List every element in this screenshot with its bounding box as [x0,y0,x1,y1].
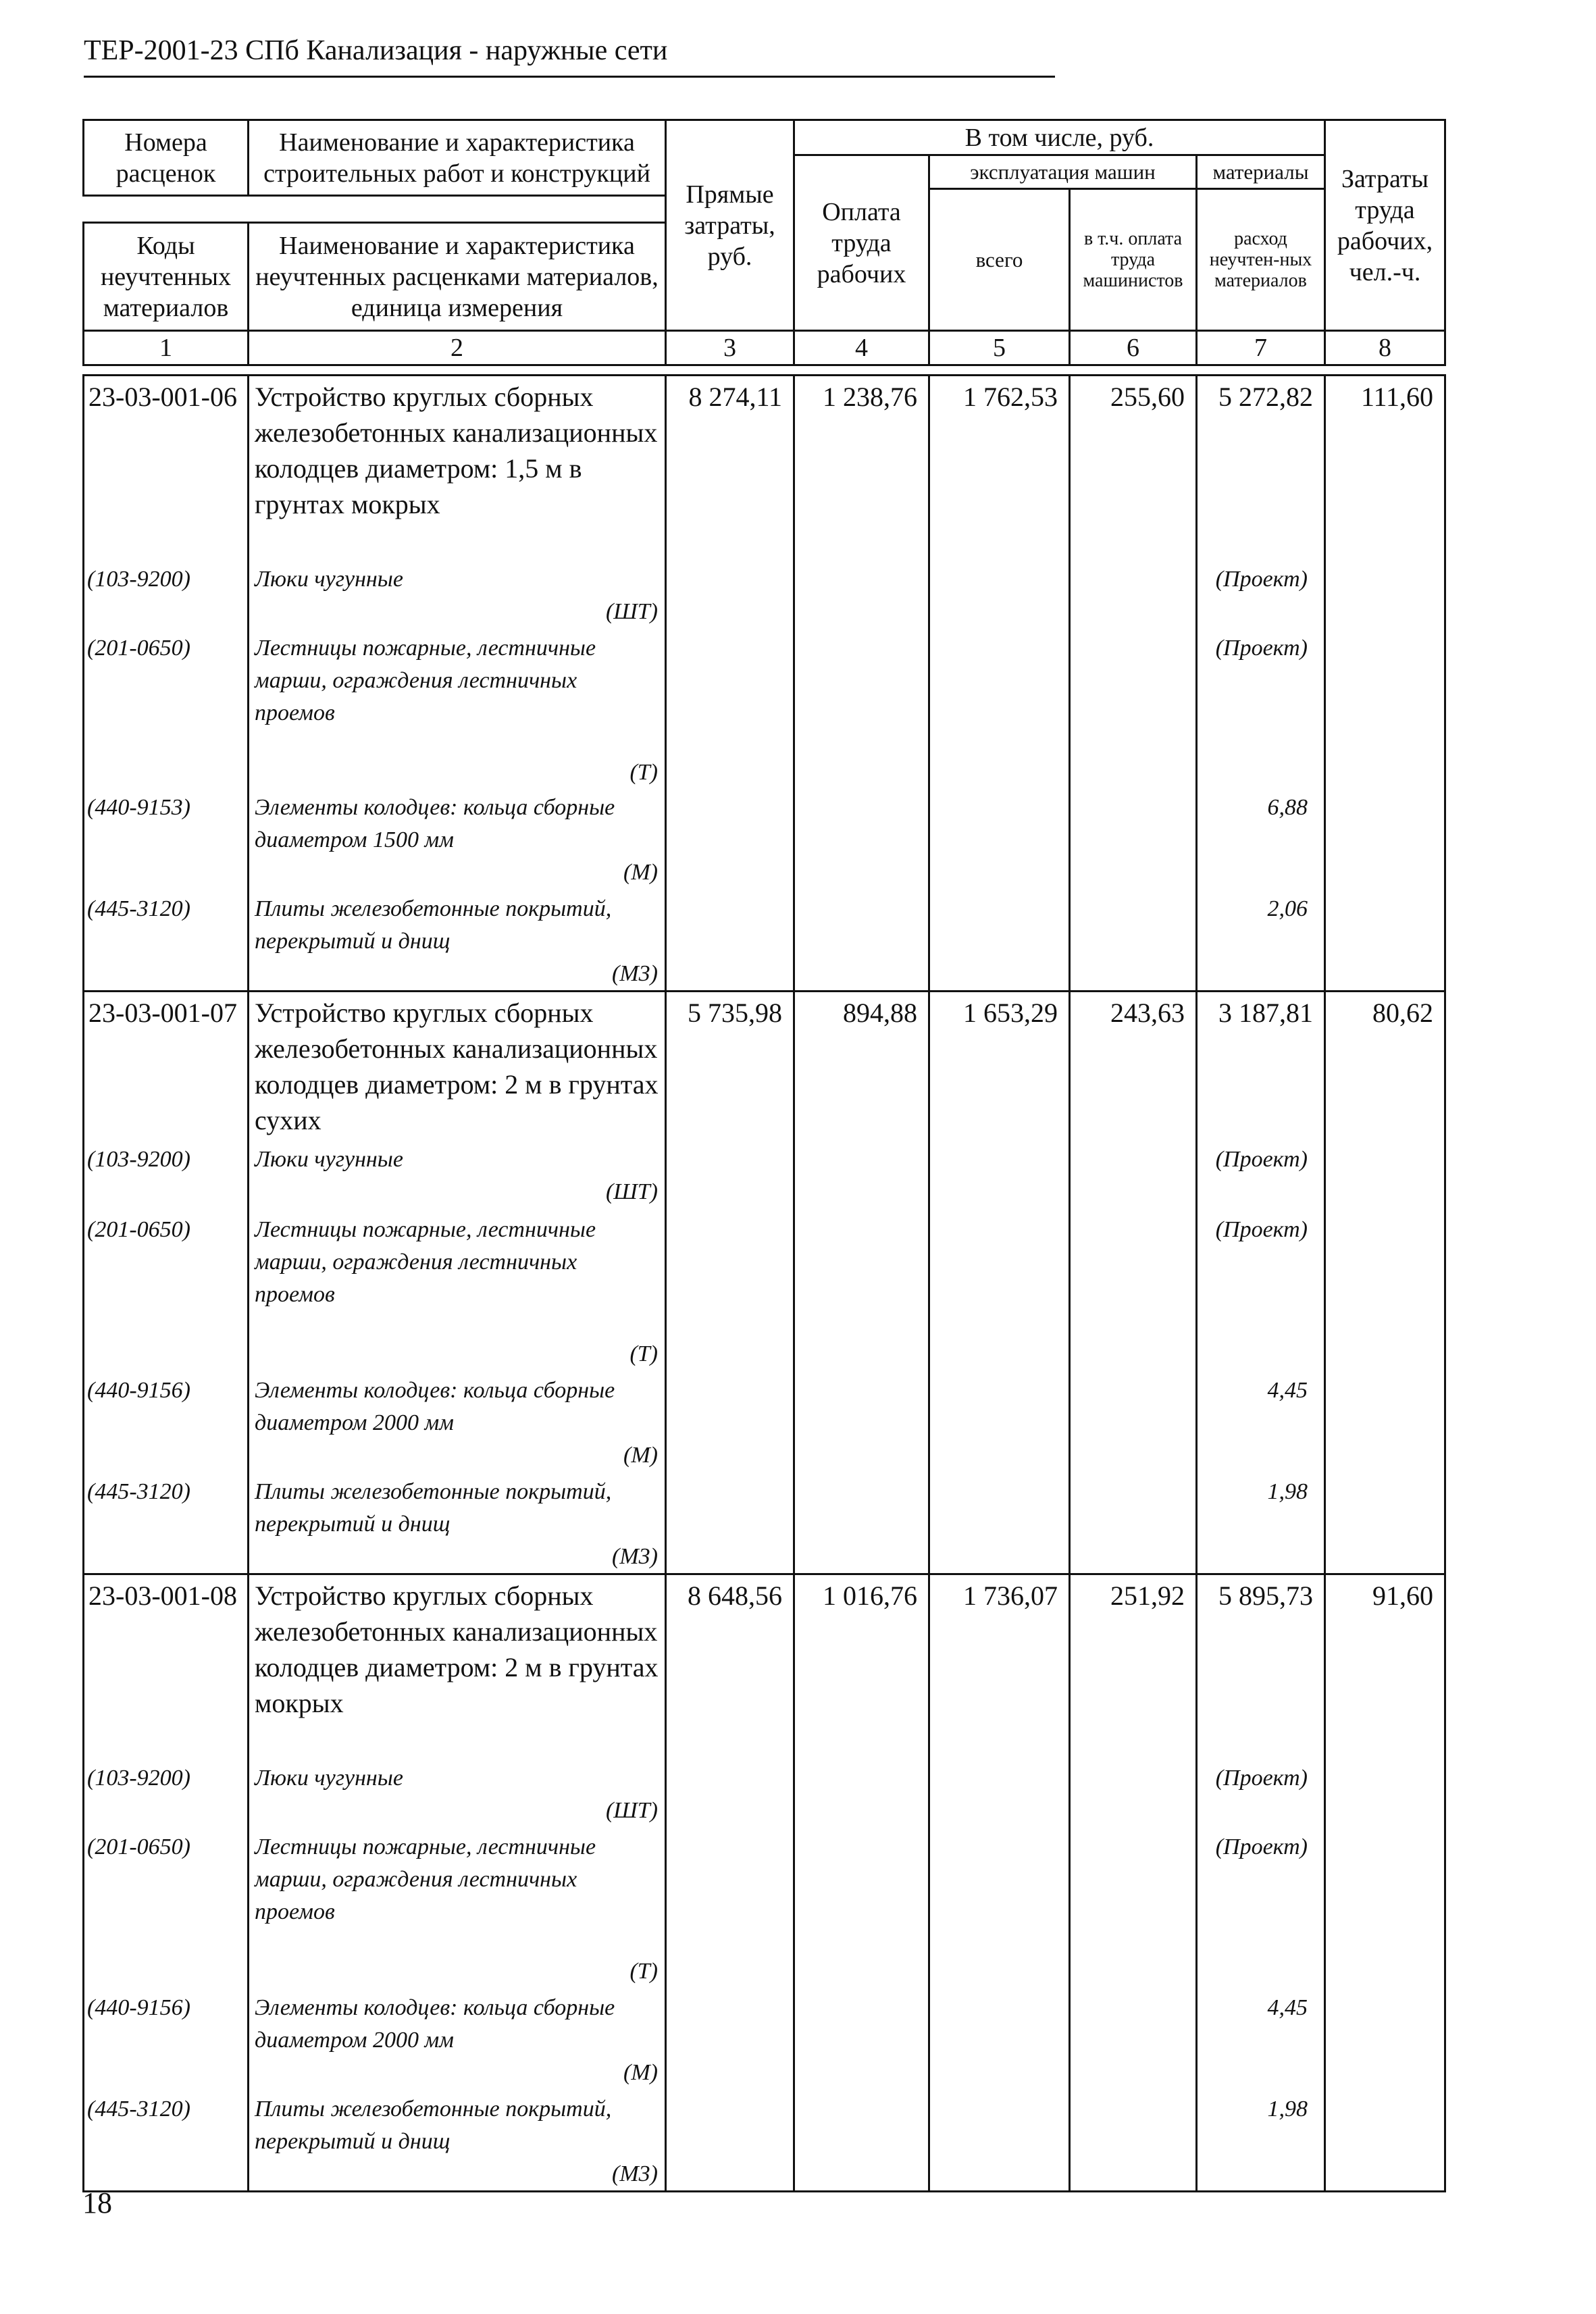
header-col6: в т.ч. оплата труда машинистов [1070,189,1197,331]
rate-code: 23-03-001-08 [84,1574,249,1758]
material-row [84,1827,1445,1988]
header-col1-top: Номера расценок [84,120,249,196]
material-code: (440-9156) [84,1370,249,1472]
material-row [84,1472,1445,1574]
material-row [84,1139,1445,1210]
header-col4: Оплата труда рабочих [794,155,929,331]
document-title: ТЕР-2001-23 СПб Канализация - наружные сети [84,35,668,66]
column-number-7: 7 [1197,331,1325,365]
material-name: Лестницы пожарные, лестничные марши, ограждения лестничных проемов [255,1834,596,1924]
column-number-5: 5 [929,331,1070,365]
rates-table [82,374,1446,2192]
header-col2-bottom: Наименование и характеристика неучтенных расценками материалов, единица измерения [249,223,666,331]
material-unit: (М) [623,859,658,885]
material-name: Лестницы пожарные, лестничные марши, ограждения лестничных проемов [255,1217,596,1307]
material-unit: (М) [623,1443,658,1468]
material-unit: (М3) [612,2161,658,2186]
material-row [84,559,1445,628]
table-row [84,991,1445,1139]
machinists-pay: 243,63 [1070,991,1197,1139]
labor-cost: 894,88 [794,991,929,1139]
labor-hours: 91,60 [1325,1574,1445,1758]
column-number-1: 1 [84,331,249,365]
material-unit: (Т) [629,759,658,785]
header-table [82,119,1446,366]
header-machines: эксплуатация машин [929,155,1197,189]
material-unit: (ШТ) [605,598,658,624]
machinists-pay: 251,92 [1070,1574,1197,1758]
material-quantity: 1,98 [1197,2089,1325,2192]
column-number-3: 3 [666,331,794,365]
material-name: Люки чугунные [255,1765,403,1791]
material-quantity: 2,06 [1197,889,1325,992]
material-name: Люки чугунные [255,566,403,592]
material-name: Плиты железобетонные покрытий, перекрытий и днищ [255,1479,612,1537]
labor-hours: 111,60 [1325,376,1445,559]
material-unit: (Т) [629,1958,658,1984]
material-quantity: (Проект) [1197,1210,1325,1370]
rate-name: Устройство круглых сборных железобетонных канализационных колодцев диаметром: 2 м в грунтах мокрых [249,1574,666,1758]
machines-total: 1 736,07 [929,1574,1070,1758]
material-code: (201-0650) [84,1210,249,1370]
material-name: Плиты железобетонные покрытий, перекрытий и днищ [255,896,612,954]
material-quantity: 4,45 [1197,1370,1325,1472]
material-row [84,628,1445,788]
direct-costs: 8 648,56 [666,1574,794,1758]
header-col1-bottom: Коды неучтенных материалов [84,223,249,331]
material-row [84,1758,1445,1827]
material-code: (103-9200) [84,559,249,628]
material-name: Элементы колодцев: кольца сборные диаметром 1500 мм [255,794,615,852]
material-name: Люки чугунные [255,1147,403,1172]
labor-hours: 80,62 [1325,991,1445,1139]
column-number-8: 8 [1325,331,1445,365]
machines-total: 1 762,53 [929,376,1070,559]
header-including: В том числе, руб. [794,120,1325,155]
material-name: Элементы колодцев: кольца сборные диаметром 2000 мм [255,1378,615,1435]
material-code: (201-0650) [84,1827,249,1988]
material-unit: (Т) [629,1341,658,1366]
material-quantity: 6,88 [1197,788,1325,889]
rate-name: Устройство круглых сборных железобетонных канализационных колодцев диаметром: 1,5 м в грунтах мокрых [249,376,666,559]
material-code: (103-9200) [84,1758,249,1827]
materials-cost: 5 272,82 [1197,376,1325,559]
material-row [84,1370,1445,1472]
material-quantity: (Проект) [1197,628,1325,788]
materials-cost: 5 895,73 [1197,1574,1325,1758]
material-quantity: (Проект) [1197,1827,1325,1988]
column-number-2: 2 [249,331,666,365]
material-name: Элементы колодцев: кольца сборные диаметром 2000 мм [255,1995,615,2053]
table-row [84,1574,1445,1758]
header-materials: материалы [1197,155,1325,189]
table-row [84,376,1445,559]
direct-costs: 5 735,98 [666,991,794,1139]
labor-cost: 1 238,76 [794,376,929,559]
material-row [84,1210,1445,1370]
material-code: (440-9156) [84,1988,249,2089]
material-name: Плиты железобетонные покрытий, перекрытий и днищ [255,2096,612,2154]
material-quantity: (Проект) [1197,1139,1325,1210]
header-col5: всего [929,189,1070,331]
material-quantity: (Проект) [1197,1758,1325,1827]
title-rule [84,76,1055,78]
direct-costs: 8 274,11 [666,376,794,559]
material-quantity: 4,45 [1197,1988,1325,2089]
rate-code: 23-03-001-07 [84,991,249,1139]
material-code: (103-9200) [84,1139,249,1210]
page-number: 18 [82,2186,112,2219]
material-quantity: 1,98 [1197,1472,1325,1574]
material-quantity: (Проект) [1197,559,1325,628]
material-row [84,2089,1445,2192]
machinists-pay: 255,60 [1070,376,1197,559]
material-row [84,788,1445,889]
material-unit: (М3) [612,960,658,986]
rate-code: 23-03-001-06 [84,376,249,559]
material-code: (445-3120) [84,2089,249,2192]
header-col8: Затраты труда рабочих, чел.-ч. [1325,120,1445,331]
machines-total: 1 653,29 [929,991,1070,1139]
column-number-4: 4 [794,331,929,365]
material-name: Лестницы пожарные, лестничные марши, ограждения лестничных проемов [255,635,596,725]
materials-cost: 3 187,81 [1197,991,1325,1139]
material-row [84,889,1445,992]
header-col7: расход неучтен-ных материалов [1197,189,1325,331]
material-code: (445-3120) [84,1472,249,1574]
header-col3: Прямые затраты, руб. [666,120,794,331]
material-unit: (ШТ) [605,1179,658,1204]
material-code: (201-0650) [84,628,249,788]
material-row [84,1988,1445,2089]
rate-name: Устройство круглых сборных железобетонных канализационных колодцев диаметром: 2 м в грунтах сухих [249,991,666,1139]
material-code: (445-3120) [84,889,249,992]
labor-cost: 1 016,76 [794,1574,929,1758]
material-unit: (ШТ) [605,1797,658,1823]
material-code: (440-9153) [84,788,249,889]
material-unit: (М3) [612,1544,658,1569]
column-number-6: 6 [1070,331,1197,365]
material-unit: (М) [623,2059,658,2085]
header-col2-top: Наименование и характеристика строительных работ и конструкций [249,120,666,196]
